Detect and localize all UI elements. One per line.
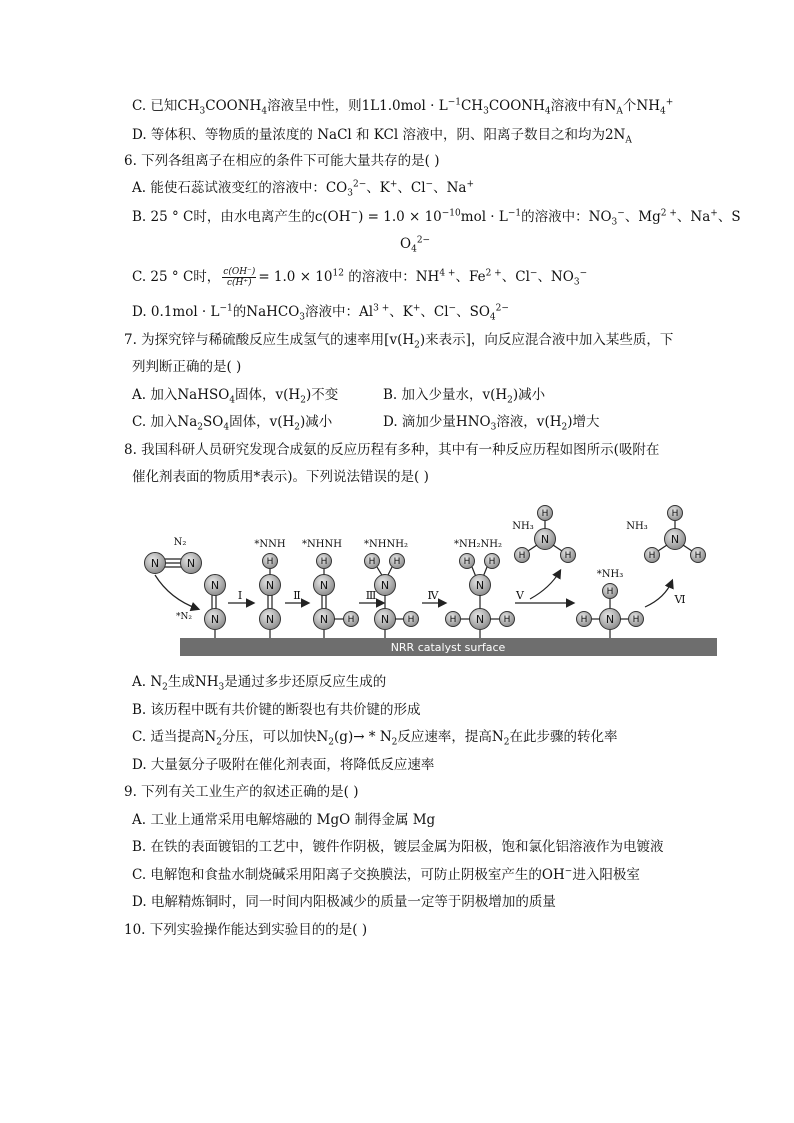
nh2nh2-h4-label: H [503, 615, 511, 625]
step-5-label: Ⅴ [516, 589, 524, 602]
nnh-n2-label: N [265, 613, 275, 626]
q9-option-d: D. 电解精炼铜时，同一时间内阳极减少的质量一定等于阴极增加的质量 [132, 894, 556, 910]
arrow-release-2 [645, 581, 672, 607]
surface-label: NRR catalyst surface [390, 641, 506, 654]
nhnh2-n1-label: N [380, 579, 390, 592]
q9-stem: 9. 下列有关工业生产的叙述正确的是( ) [124, 784, 359, 800]
n2-ads-label: *N₂ [176, 612, 192, 622]
q6-option-b: B. 25 ° C时，由水电离产生的$c(OH^-) = 1.0 \times 10^{-10}mol \cdot L^{-1}$的溶液中：$NO_3^-$、$Mg^{2 +}$、Na+、S [132, 208, 741, 228]
nh2nh2-h2-label: H [488, 557, 496, 567]
step-6-label: Ⅵ [674, 593, 686, 606]
nh3a-n-label: N [540, 533, 550, 546]
reaction-pathway-diagram [140, 503, 718, 658]
q9-option-a: A. 工业上通常采用电解熔融的 MgO 制得金属 Mg [132, 812, 436, 828]
q6-option-d: D. $0.1mol \cdot L^{-1}$的NaHCO$_3$溶液中：$Al^{3 +}$、K+、Cl−、$SO_4^{2-}$ [132, 303, 509, 323]
nh2nh2-h1-label: H [463, 557, 471, 567]
q9-option-b: B. 在铁的表面镀铝的工艺中，镀件作阴极，镀层金属为阳极，饱和氯化铝溶液作为电镀液 [132, 839, 664, 855]
q7-option-d: D. 滴加少量$HNO_3$溶液，$v(H_2)$增大 [383, 414, 600, 433]
nh2nh2-h3-label: H [449, 615, 457, 625]
nh3a-h2-label: H [518, 551, 526, 561]
q6-option-a: A. 能使石蕊试液变红的溶液中：$CO_3^{2-}$、K+、Cl−、Na+ [132, 179, 475, 199]
nh3b-n-label: N [670, 533, 680, 546]
q8-option-b: B. 该历程中既有共价键的断裂也有共价键的形成 [132, 702, 421, 718]
q8-stem-line2: 催化剂表面的物质用*表示)。下列说法错误的是( ) [132, 469, 429, 485]
q6-stem: 6. 下列各组离子在相应的条件下可能大量共存的是( ) [124, 153, 440, 169]
molecules [145, 506, 706, 639]
q7-option-c: C. 加入$Na_2SO_4$固体，$v(H_2)$减小 [132, 414, 333, 433]
nhnh-n1-label: N [319, 579, 329, 592]
nh2nh2-label: *NH₂NH₂ [454, 539, 502, 550]
nh3b-h1-label: H [671, 509, 679, 519]
nhnh-h1-label: H [320, 557, 328, 567]
bond [528, 545, 537, 551]
arrow-n2-adsorb [155, 575, 198, 609]
nh3ads-h1-label: H [606, 587, 614, 597]
nh3-released-1-label: NH₃ [512, 521, 534, 532]
fraction: $\frac{c(OH^-)}{c(H^+)}$ [223, 267, 256, 288]
q7-stem-line2: 列判断正确的是( ) [132, 359, 242, 375]
step-2-label: Ⅱ [293, 589, 301, 602]
nhnh-n2-label: N [319, 613, 329, 626]
bond [553, 545, 562, 551]
arrow-release-1 [530, 571, 560, 599]
q6-option-c: C. 25 ° C时， $\frac{c(OH^-)}{c(H^+)}$ = $1.0 \times 10^{12}$ 的溶液中：$NH^{4 +}$、$Fe^{2 +}$、Cl−、$NO_3^-$ [132, 267, 588, 288]
q7-option-b: B. 加入少量水，$v(H_2)$减小 [383, 387, 546, 406]
nh3ads-h3-label: H [632, 615, 640, 625]
q8-stem-line1: 8. 我国科研人员研究发现合成氨的反应历程有多种，其中有一种反应历程如图所示(吸附在 [124, 442, 660, 458]
nhnh2-label: *NHNH₂ [364, 539, 408, 550]
nh3a-h3-label: H [564, 551, 572, 561]
nh3-released-2-label: NH₃ [626, 521, 648, 532]
nh3a-h1-label: H [541, 509, 549, 519]
nhnh-label: *NHNH [302, 539, 342, 550]
bond [658, 545, 667, 551]
bond [683, 545, 692, 551]
q9-option-c: C. 电解饱和食盐水制烧碱采用阳离子交换膜法，可防止阴极室产生的OH−进入阳极室 [132, 866, 640, 883]
q8-option-d: D. 大量氨分子吸附在催化剂表面，将降低反应速率 [132, 757, 435, 773]
nnh-n1-label: N [265, 579, 275, 592]
n2ads-bottom-label: N [210, 613, 220, 626]
q7-option-a: A. 加入NaHSO$_4$固体，$v(H_2)$不变 [132, 387, 339, 406]
step-4-label: Ⅳ [427, 589, 439, 602]
n2-nitrogen-2-label: N [186, 557, 196, 570]
nh3ads-h2-label: H [580, 615, 588, 625]
nh2nh2-n1-label: N [475, 579, 485, 592]
q6-option-b-continued: $O_4^{2-}$ [400, 235, 431, 255]
nhnh2-h3-label: H [407, 615, 415, 625]
nnh-label: *NNH [254, 539, 286, 550]
q5-option-d: D. 等体积、等物质的量浓度的 NaCl 和 KCl 溶液中，阴、阳离子数目之和均为$2N_A$ [132, 127, 632, 146]
n2-nitrogen-1-label: N [150, 557, 160, 570]
step-1-label: Ⅰ [237, 589, 243, 602]
step-3-label: Ⅲ [365, 589, 377, 602]
q8-option-c: C. 适当提高$N_2$分压，可以加快$N_2(g)\to * N_2$反应速率，提高$N_2$在此步骤的转化率 [132, 729, 618, 748]
nhnh-h2-label: H [347, 615, 355, 625]
nh3b-h2-label: H [648, 551, 656, 561]
n2-label: N₂ [173, 537, 187, 548]
nh3-ads-label: *NH₃ [596, 569, 624, 580]
nnh-h-label: H [266, 557, 274, 567]
q10-stem: 10. 下列实验操作能达到实验目的的是( ) [124, 922, 368, 938]
q7-stem-line1: 7. 为探究锌与稀硫酸反应生成氢气的速率用[$v(H_2)$来表示]，向反应混合液中加入某些质，下 [124, 332, 674, 351]
nhnh2-n2-label: N [380, 613, 390, 626]
q5-option-c: C. 已知$CH_3COONH_4$溶液呈中性，则$1L1.0mol \cdot L^{-1}CH_3COONH_4$溶液中有$N_A$个$NH_4^+$ [132, 97, 674, 117]
nh3b-h3-label: H [694, 551, 702, 561]
n2ads-top-label: N [210, 579, 220, 592]
nhnh2-h1-label: H [368, 557, 376, 567]
nhnh2-h2-label: H [393, 557, 401, 567]
nh3ads-n-label: N [605, 613, 615, 626]
q8-option-a: A. $N_2$生成$NH_3$是通过多步还原反应生成的 [132, 674, 387, 693]
nh2nh2-n2-label: N [475, 613, 485, 626]
